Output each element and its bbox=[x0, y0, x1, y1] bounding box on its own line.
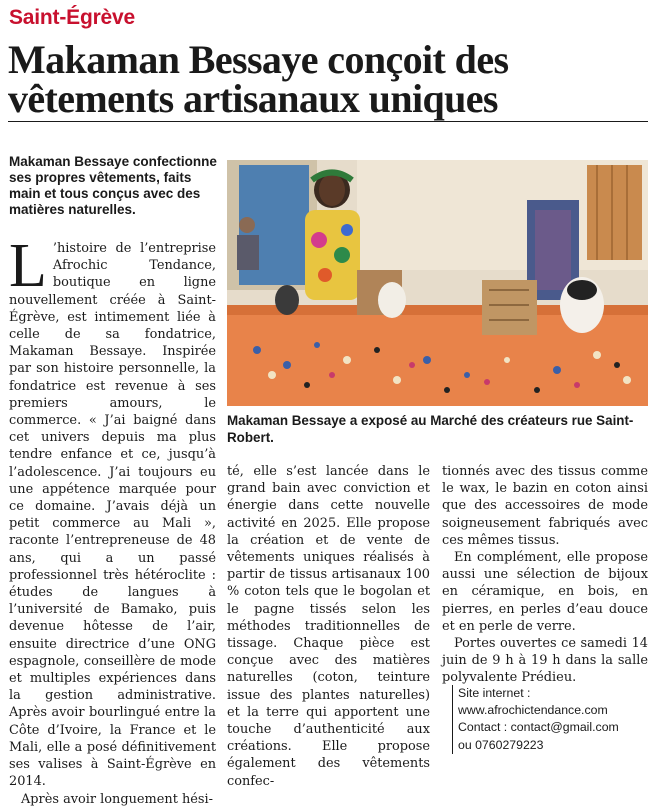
article-column-1 bbox=[9, 232, 216, 808]
section-kicker: Saint-Égrève bbox=[9, 6, 135, 29]
contact-phone: ou 0760279223 bbox=[458, 737, 544, 752]
contact-email: Contact : contact@gmail.com bbox=[458, 720, 619, 735]
paragraph: Après avoir longuement hési- bbox=[21, 791, 213, 807]
article-column-2 bbox=[227, 463, 430, 790]
article-column-3 bbox=[442, 463, 648, 687]
paragraph: En complément, elle propose aussi une sélection de bijoux en céramique, en bois, en pierres, en perles d’eau douce et en perle de verre. bbox=[442, 550, 648, 634]
website-url: www.afrochictendance.com bbox=[458, 703, 608, 718]
paragraph: Portes ouvertes ce samedi 14 juin de 9 h à 19 h dans la salle polyvalente Prédieu. bbox=[442, 636, 648, 686]
article-photo bbox=[227, 160, 648, 406]
paragraph: té, elle s’est lancée dans le grand bain avec conviction et énergie dans cette nouvelle activité en 2025. Elle propose la création et de vente de vêtements uniques réalisés à partir de tissus artisanaux 100 % coton tels que le bogolan et le pagne tissés selon les méthodes traditionnelles de tissage. Chaque pièce est conçue avec des matières naturelles (coton, teinture issue des plantes naturelles) et la terre qui apportent une touche d’authenticité aux créations. Elle propose également des vêtements confec- bbox=[227, 464, 430, 789]
photo-caption: Makaman Bessaye a exposé au Marché des créateurs rue Saint-Robert. bbox=[227, 413, 634, 445]
contact-info-box bbox=[452, 685, 648, 754]
paragraph: tionnés avec des tissus comme le wax, le bazin en coton ainsi que des accessoires de mode soigneusement fabriqués avec ces mêmes tissus. bbox=[442, 464, 648, 548]
paragraph: ’histoire de l’entreprise Afrochic Tendance, boutique en ligne nouvellement créée à Saint-Égrève, est intimement liée à celle de sa fondatrice, Makaman Bessaye. Inspirée par son histoire personnelle, la fondatrice est revenue à ses premiers amours, le commerce. « J’ai baigné dans cet univers depuis ma plus tendre enfance et ce, jusqu’à l’adolescence. J’ai toujours eu une appétence marquée pour ce domaine. J’avais déjà un petit commerce au Mali », raconte l’entrepreneuse de 48 ans, qui a un passé professionnel très hétéroclite : études de langues à l’université de Bamako, puis devenue hôtesse de l’air, ensuite directrice d’une ONG espagnole, conseillère de mode et multiples expériences dans la gestion administrative. Après avoir bourlingué entre la Côte d’Ivoire, la France et le Mali, elle a posé définitivement ses valises à Saint-Égrève en 2014. bbox=[9, 241, 216, 790]
article-headline: Makaman Bessaye conçoit des vêtements artisanaux uniques bbox=[8, 37, 509, 121]
article-standfirst: Makaman Bessaye confectionne ses propres vêtements, faits main et tous conçus avec des matières naturelles. bbox=[9, 154, 217, 217]
headline-divider bbox=[8, 121, 648, 122]
drop-cap: L bbox=[9, 232, 47, 300]
website-label: Site internet : bbox=[458, 686, 531, 700]
market-stall-image bbox=[227, 160, 648, 406]
